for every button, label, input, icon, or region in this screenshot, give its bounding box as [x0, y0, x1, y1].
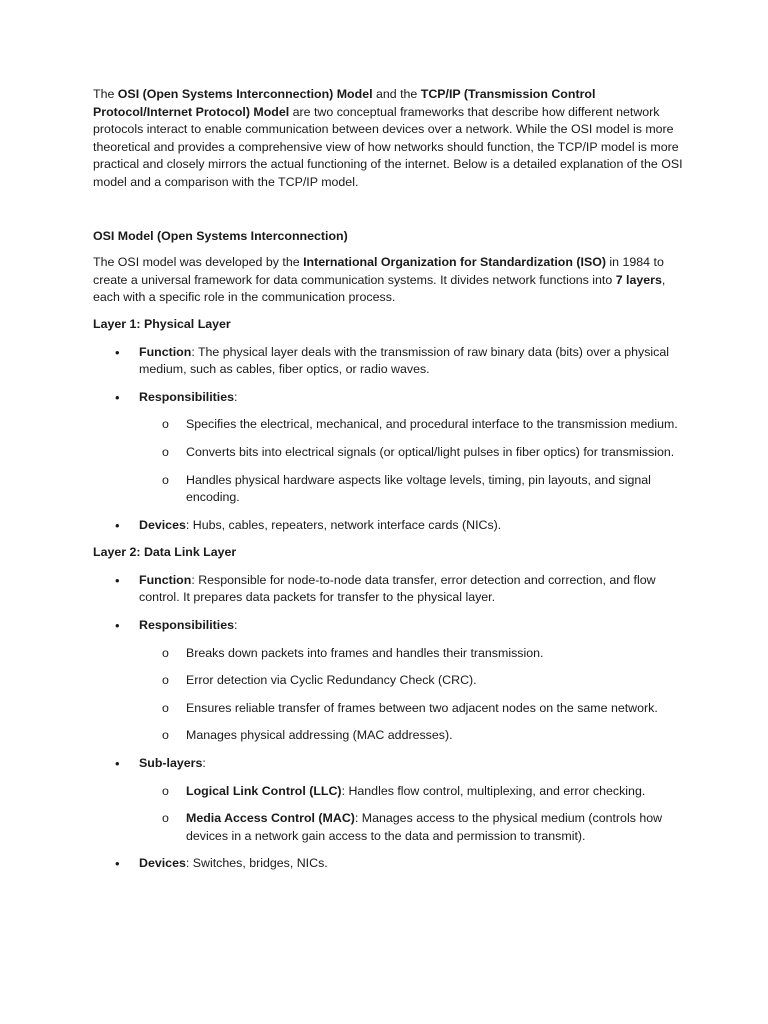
circle-bullet-icon: o: [162, 728, 169, 743]
layer2-sublayers-item: [93, 755, 683, 845]
sublayers-label: Sub-layers: [139, 756, 203, 771]
sublayers-list: [139, 783, 683, 846]
bullet-icon: •: [115, 618, 120, 634]
list-item: [139, 672, 683, 690]
list-item-text: Handles physical hardware aspects like voltage levels, timing, pin layouts, and signal encoding.: [186, 472, 651, 505]
osi-heading: OSI Model (Open Systems Interconnection): [93, 228, 348, 243]
circle-bullet-icon: o: [162, 444, 169, 459]
mac-label: Media Access Control (MAC): [186, 811, 355, 826]
responsibilities-label: Responsibilities: [139, 618, 235, 633]
list-item: [139, 700, 683, 718]
layer2-responsibilities-list: [139, 645, 683, 745]
devices-label: Devices: [139, 517, 186, 532]
responsibilities-label: Responsibilities: [139, 389, 235, 404]
circle-bullet-icon: o: [162, 417, 169, 432]
intro-text: and the: [372, 87, 421, 101]
llc-label: Logical Link Control (LLC): [186, 783, 342, 798]
colon: :: [234, 389, 238, 404]
list-item-llc: [139, 783, 683, 801]
layer1-responsibilities-item: [93, 389, 683, 507]
osi-text: The OSI model was developed by the: [93, 255, 304, 270]
bullet-icon: •: [115, 756, 120, 772]
layer2-list: [93, 572, 683, 873]
list-item-text: Specifies the electrical, mechanical, and procedural interface to the transmission medium.: [186, 417, 678, 432]
osi-text: , each with a specific role in the communication process.: [93, 272, 666, 305]
llc-text: : Handles flow control, multiplexing, and error checking.: [341, 783, 646, 798]
list-item: [139, 727, 683, 745]
layer2-devices-item: [93, 855, 683, 873]
bullet-icon: •: [115, 344, 120, 360]
list-item: [139, 416, 683, 434]
list-item: [139, 472, 683, 507]
layer1-title: Layer 1: Physical Layer: [93, 316, 231, 331]
devices-text: : Switches, bridges, NICs.: [185, 856, 328, 871]
circle-bullet-icon: o: [162, 700, 169, 715]
tcpip-model-bold: TCP/IP (Transmission Control Protocol/Internet Protocol) Model: [93, 87, 596, 119]
layer1-function-item: [93, 344, 683, 379]
bullet-icon: •: [115, 572, 120, 588]
bullet-icon: •: [115, 389, 120, 405]
circle-bullet-icon: o: [162, 783, 169, 798]
list-item-mac: [139, 810, 683, 845]
seven-layers-bold: 7 layers: [615, 272, 662, 287]
function-label: Function: [139, 572, 192, 587]
list-item-text: Manages physical addressing (MAC addresses).: [186, 728, 453, 743]
layer2-responsibilities-item: [93, 617, 683, 745]
layer2-function-item: [93, 572, 683, 607]
devices-text: : Hubs, cables, repeaters, network interface cards (NICs).: [185, 517, 502, 532]
intro-paragraph: [93, 86, 683, 192]
layer1-responsibilities-list: [139, 416, 683, 506]
intro-text: are two conceptual frameworks that describe how different network protocols interact to enable communication between devices over a network. While the OSI model is more theoretical and provides a comprehensive view of how networks should function, the TCP/IP model is more practical and closely mirrors the actual functioning of the internet. Below is a detailed explanation of the OSI model and a comparison with the TCP/IP model.: [93, 104, 683, 189]
bullet-icon: •: [115, 856, 120, 872]
function-text: : Responsible for node-to-node data transfer, error detection and correction, and flow control. It prepares data packets for transfer to the physical layer.: [139, 572, 656, 605]
bullet-icon: •: [115, 517, 120, 533]
list-item-text: Error detection via Cyclic Redundancy Check (CRC).: [186, 673, 477, 688]
intro-text: The: [93, 87, 118, 101]
layer2-title: Layer 2: Data Link Layer: [93, 545, 237, 560]
list-item: [139, 645, 683, 663]
devices-label: Devices: [139, 856, 186, 871]
layer1-devices-item: [93, 517, 683, 535]
list-item: [139, 444, 683, 462]
osi-model-bold: OSI (Open Systems Interconnection) Model: [117, 87, 373, 101]
circle-bullet-icon: o: [162, 673, 169, 688]
iso-bold: International Organization for Standardization (ISO): [303, 255, 606, 270]
list-item-text: Breaks down packets into frames and handles their transmission.: [186, 645, 544, 660]
list-item-text: Converts bits into electrical signals (or optical/light pulses in fiber optics) for transmission.: [186, 444, 675, 459]
circle-bullet-icon: o: [162, 811, 169, 826]
mac-text: : Manages access to the physical medium (controls how devices in a network gain access to the data and permission to transmit).: [186, 811, 663, 843]
function-label: Function: [139, 344, 192, 359]
osi-paragraph: [93, 254, 683, 307]
layer1-list: [93, 344, 683, 535]
circle-bullet-icon: o: [162, 645, 169, 660]
circle-bullet-icon: o: [162, 472, 169, 487]
osi-text: in 1984 to create a universal framework for data communication systems. It divides network functions into: [93, 255, 664, 287]
document-page: [93, 86, 683, 883]
function-text: : The physical layer deals with the transmission of raw binary data (bits) over a physical medium, such as cables, fiber optics, or radio waves.: [139, 344, 670, 377]
colon: :: [234, 618, 238, 633]
list-item-text: Ensures reliable transfer of frames between two adjacent nodes on the same network.: [186, 700, 658, 715]
colon: :: [202, 756, 206, 771]
